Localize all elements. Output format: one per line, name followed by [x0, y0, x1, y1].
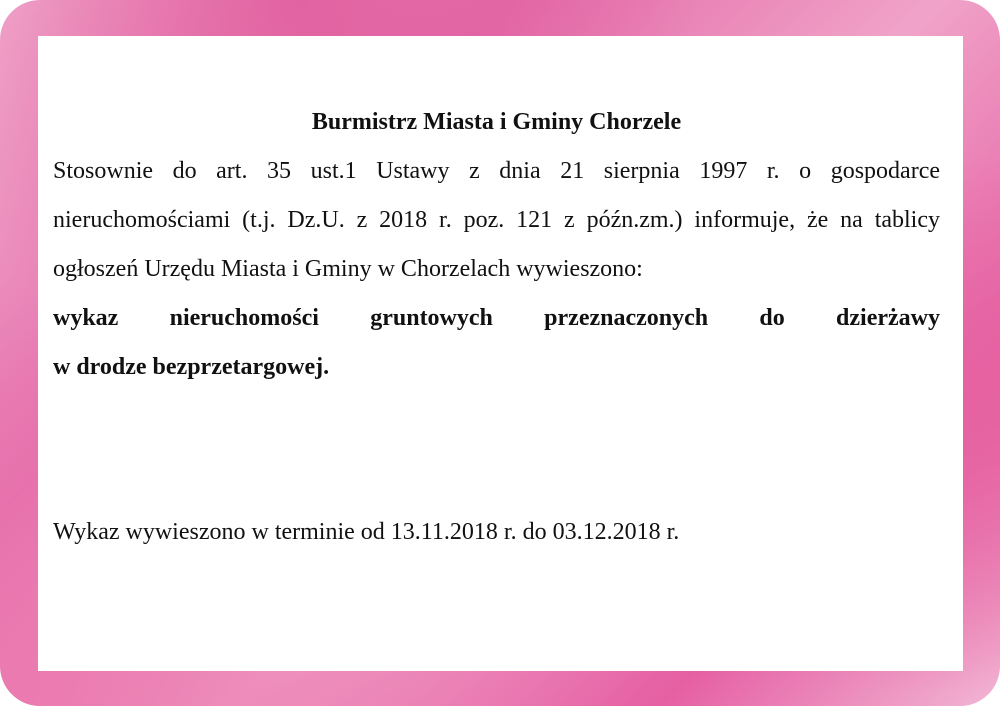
- notice-highlight-line1: wykaz nieruchomości gruntowych przeznaczonych do dzierżawy: [53, 305, 940, 331]
- notice-body: Stosownie do art. 35 ust.1 Ustawy z dnia 21 sierpnia 1997 r. o gospodarce nieruchomościami (t.j. Dz.U. z 2018 r. poz. 121 z późn.zm.) informuje, że na tablicy ogłoszeń Urzędu Miasta i Gminy w Chorzelach wywieszono:: [53, 158, 940, 282]
- notice-content: [53, 98, 940, 392]
- notice-highlight-line2: w drodze bezprzetargowej.: [53, 354, 330, 380]
- posting-period: Wykaz wywieszono w terminie od 13.11.2018 r. do 03.12.2018 r.: [53, 519, 680, 545]
- notice-sheet: [38, 36, 963, 671]
- notice-title: Burmistrz Miasta i Gminy Chorzele: [311, 109, 682, 135]
- notice-highlight: [53, 294, 940, 392]
